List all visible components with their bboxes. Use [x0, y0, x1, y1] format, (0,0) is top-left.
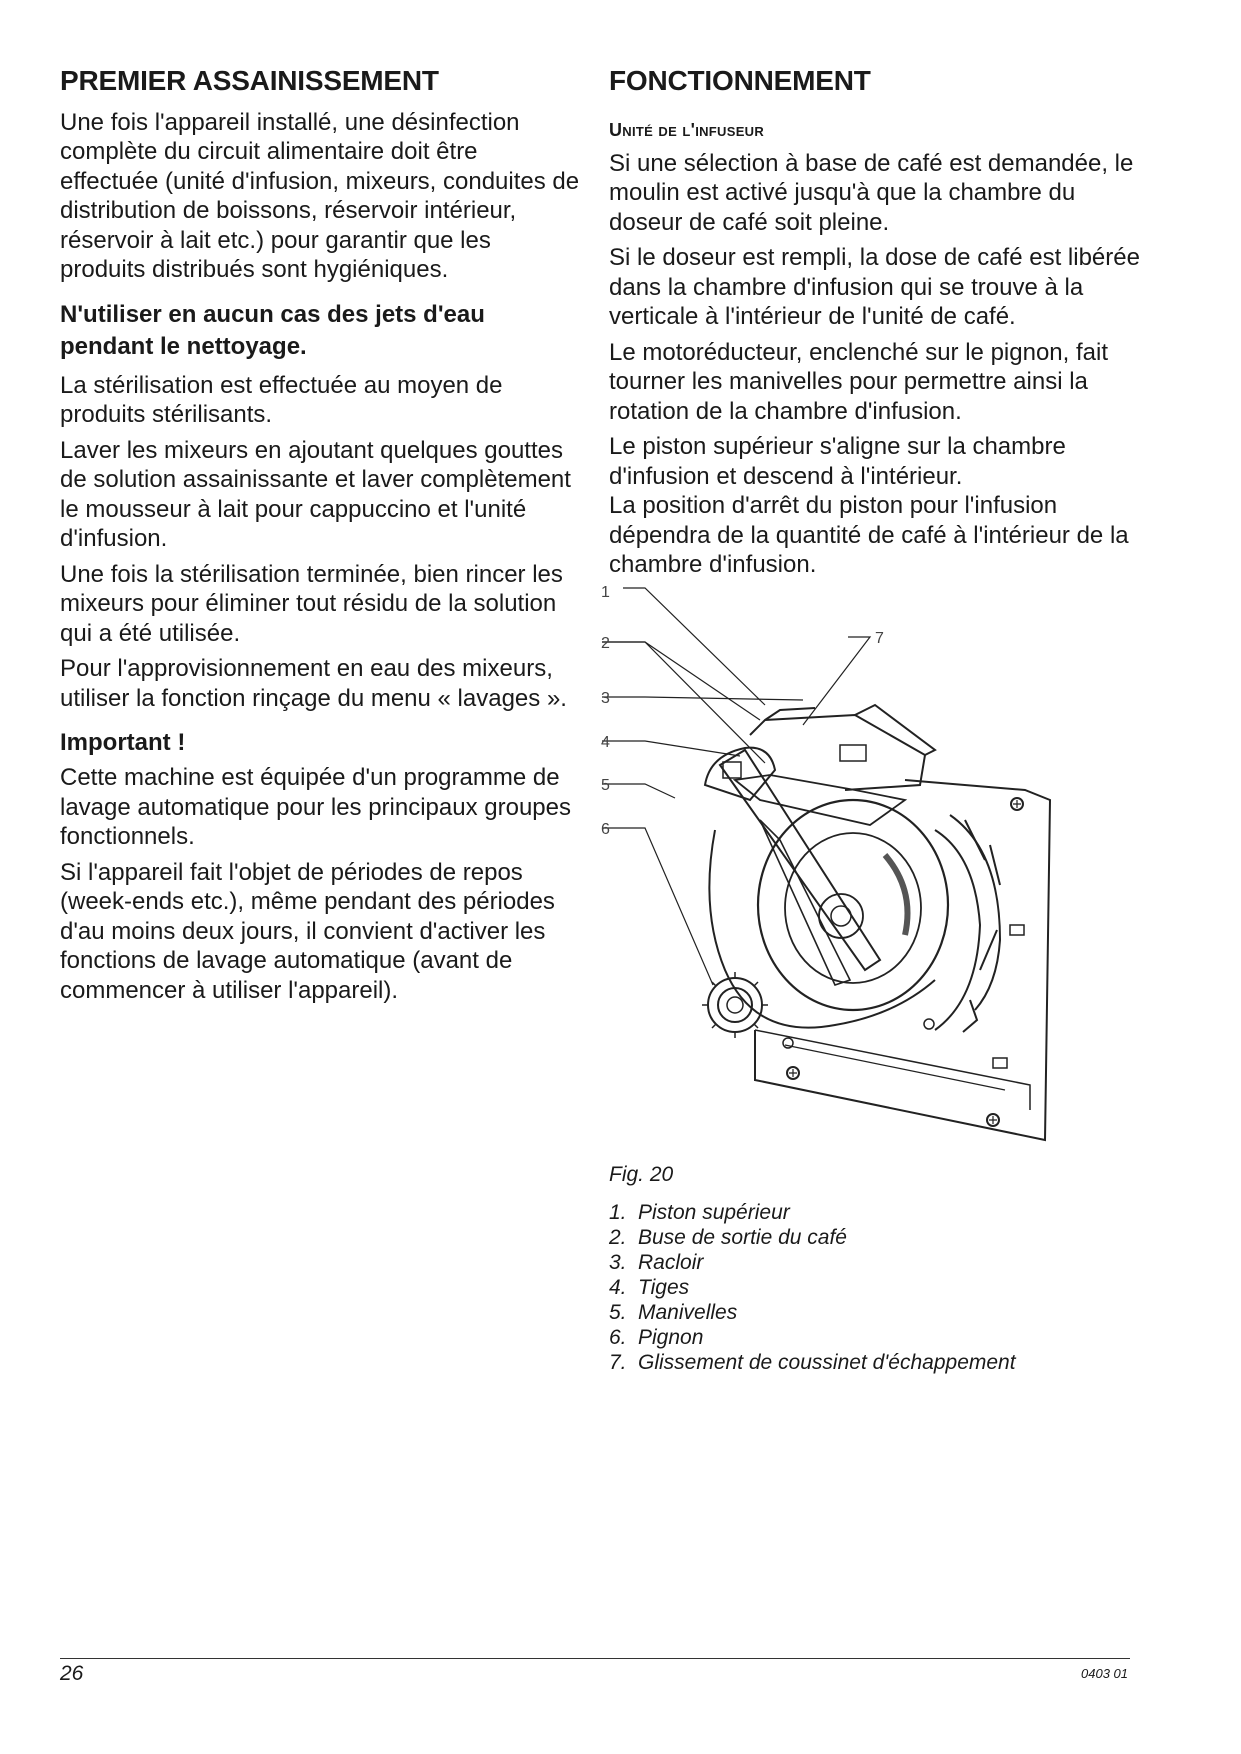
subsection-title: Unité de l'infuseur	[609, 119, 765, 140]
legend-item: 5. Manivelles	[609, 1301, 738, 1324]
figure-legend	[609, 1200, 1016, 1375]
left-column	[60, 64, 580, 1011]
important-heading: Important !	[60, 729, 186, 757]
section-title-fonctionnement: FONCTIONNEMENT	[609, 65, 871, 96]
callout-4: 4	[601, 734, 610, 751]
callout-2: 2	[601, 635, 610, 652]
legend-item: 7. Glissement de coussinet d'échappement	[609, 1351, 1016, 1374]
intro-paragraph: Une fois l'appareil installé, une désinfection complète du circuit alimentaire doit être effectuée (unité d'infusion, mixeurs, conduites de distribution de boissons, réservoir intérieur, réservoir à lait etc.) pour garantir que les produits distribués sont hygiéniques.	[60, 108, 580, 284]
paragraph: La position d'arrêt du piston pour l'infusion dépendra de la quantité de café à l'intérieur de la chambre d'infusion.	[609, 492, 1129, 579]
pinion-gear	[708, 978, 762, 1032]
section-title-premier-assainissement: PREMIER ASSAINISSEMENT	[60, 65, 439, 96]
legend-item: 1. Piston supérieur	[609, 1201, 790, 1224]
rod	[735, 775, 905, 825]
document-code: 0403 01	[1081, 1666, 1128, 1681]
callout-1: 1	[601, 584, 610, 601]
figure-caption: Fig. 20	[609, 1163, 674, 1186]
important-paragraph: Si l'appareil fait l'objet de périodes de repos (week-ends etc.), même pendant des périodes d'au moins deux jours, il convient d'activer les fonctions de lavage automatique (avant de commencer à utiliser l'appareil).	[60, 858, 555, 1004]
warning-text: N'utiliser en aucun cas des jets d'eau pendant le nettoyage.	[60, 300, 485, 360]
legend-item: 2. Buse de sortie du café	[609, 1226, 847, 1249]
infuser-unit-figure	[601, 584, 1065, 1160]
legend-item: 3. Racloir	[609, 1251, 704, 1274]
callout-5: 5	[601, 777, 610, 794]
paragraph: Laver les mixeurs en ajoutant quelques gouttes de solution assainissante et laver complètement le mousseur à lait pour cappuccino et l'unité d'infusion.	[60, 436, 571, 553]
callout-3: 3	[601, 690, 610, 707]
legend-item: 4. Tiges	[609, 1276, 690, 1299]
paragraph: Si le doseur est rempli, la dose de café est libérée dans la chambre d'infusion qui se trouve à la verticale à l'intérieur de l'unité de café.	[609, 244, 1140, 331]
paragraph: Le motoréducteur, enclenché sur le pignon, fait tourner les manivelles pour permettre ainsi la rotation de la chambre d'infusion.	[609, 338, 1108, 425]
footer-divider	[60, 1658, 1130, 1659]
page-number: 26	[60, 1662, 84, 1685]
infuser-unit-illustration	[601, 584, 1065, 1160]
brewing-chamber-disc	[758, 800, 948, 1010]
paragraph: Pour l'approvisionnement en eau des mixeurs, utiliser la fonction rinçage du menu « lavages ».	[60, 655, 567, 712]
callout-6: 6	[601, 821, 610, 838]
paragraph: Le piston supérieur s'aligne sur la chambre d'infusion et descend à l'intérieur.	[609, 433, 1066, 490]
paragraph: Une fois la stérilisation terminée, bien rincer les mixeurs pour éliminer tout résidu de la solution qui a été utilisée.	[60, 560, 563, 647]
important-paragraph: Cette machine est équipée d'un programme de lavage automatique pour les principaux groupes fonctionnels.	[60, 764, 571, 851]
paragraph: La stérilisation est effectuée au moyen de produits stérilisants.	[60, 371, 503, 429]
upper-piston	[750, 715, 925, 790]
callout-7: 7	[875, 630, 884, 647]
paragraph: Si une sélection à base de café est demandée, le moulin est activé jusqu'à que la chambre du doseur de café soit pleine.	[609, 149, 1134, 236]
legend-item: 6. Pignon	[609, 1326, 704, 1349]
right-column	[609, 64, 1149, 586]
